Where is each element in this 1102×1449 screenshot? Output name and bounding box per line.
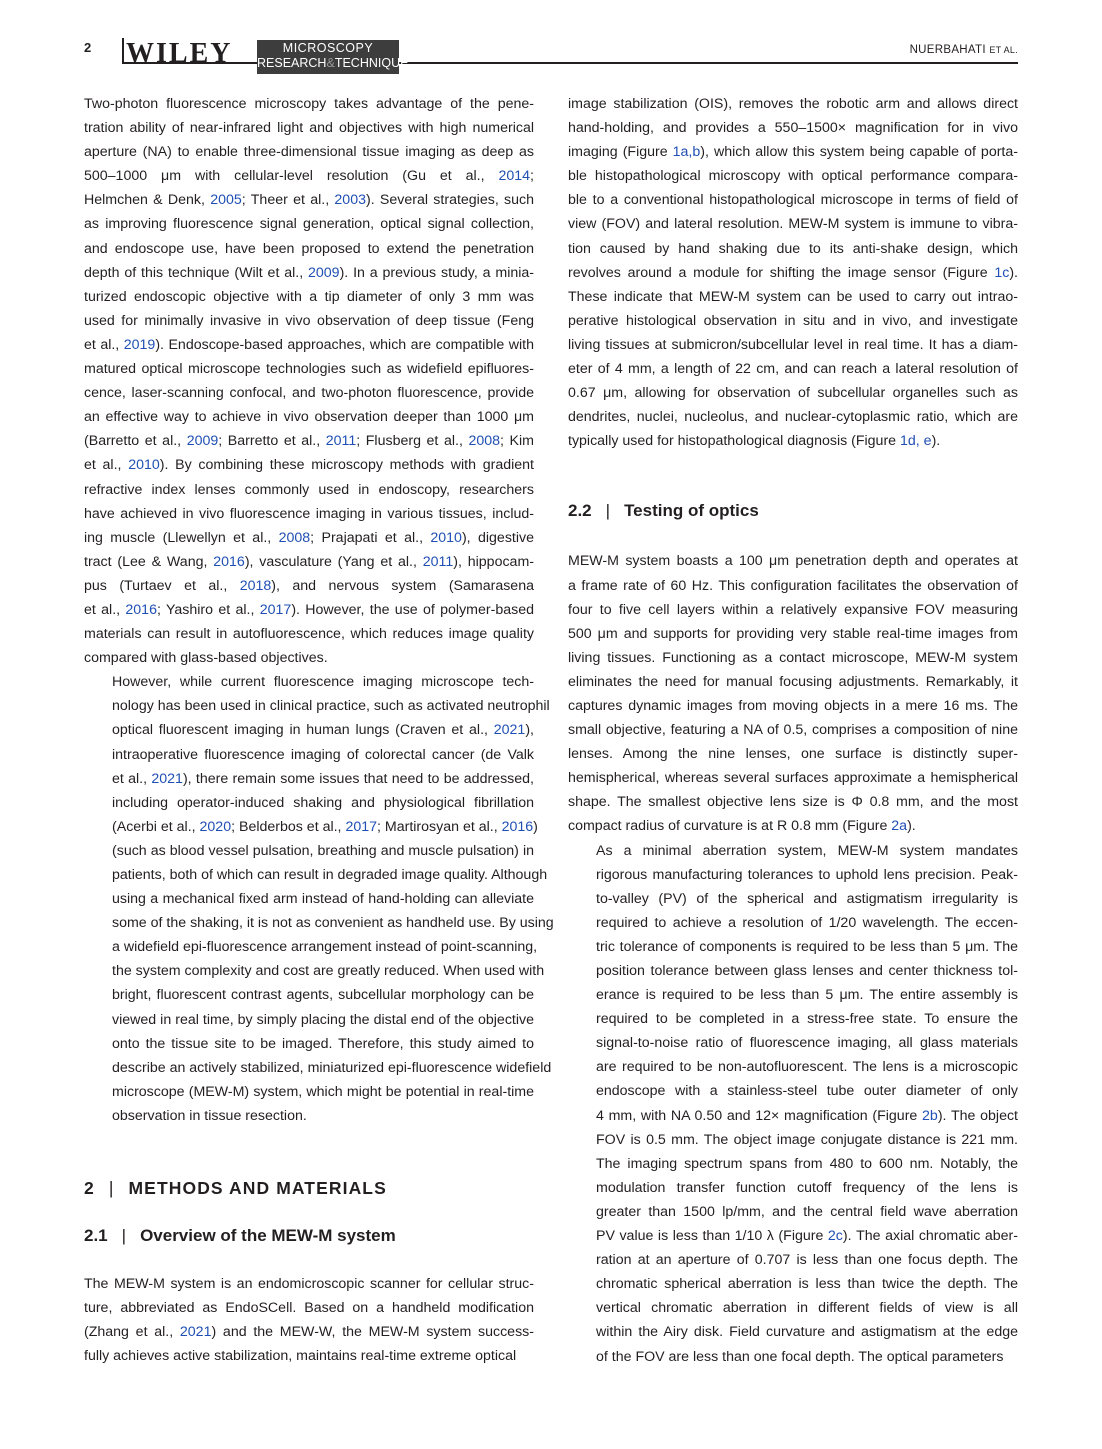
text-line: view (FOV) and lateral resolution. MEW-M system is immune to vibra- — [568, 216, 1018, 233]
text-line: refractive index lenses commonly used in endoscopy, researchers — [84, 481, 534, 498]
text-line: 0.67 μm, allowing for observation of subcellular organelles such as — [568, 385, 1018, 402]
text-line: compared with glass-based objectives. — [84, 650, 328, 667]
wiley-logo: WILEY — [126, 38, 233, 69]
text-line: four to five cell layers within a relatively expansive FOV measuring — [568, 601, 1018, 618]
text-line: turized endoscopic objective with a tip diameter of only 3 mm was — [84, 288, 534, 305]
text-line: MEW-M system boasts a 100 μm penetration depth and operates at — [568, 553, 1018, 570]
text-line: revolves around a module for shifting the image sensor (Figure 1c). — [568, 264, 1018, 281]
text-line: an effective way to achieve in vivo observation deeper than 1000 μm — [84, 409, 534, 426]
text-line: 500 μm and supports for providing very stable real-time images from — [568, 625, 1018, 642]
text-line: greater than 1500 lp/mm, and the central field wave aberration — [596, 1203, 1018, 1220]
text-line: image stabilization (OIS), removes the robotic arm and allows direct — [568, 96, 1018, 112]
text-line: position tolerance between glass lenses and center thickness tol- — [596, 963, 1018, 979]
text-line: using a mechanical fixed arm instead of hand-holding can alleviate — [112, 891, 534, 908]
text-line: erance is required to be less than 5 μm. The entire assembly is — [596, 987, 1018, 1004]
text-line: optical fluorescent imaging in human lungs (Craven et al., 2021), — [112, 722, 534, 739]
text-line: viewed in real time, by simply placing the distal end of the objective — [112, 1011, 534, 1028]
text-line: a frame rate of 60 Hz. This configuration facilitates the observation of — [568, 577, 1018, 594]
paragraph — [568, 839, 1018, 1369]
citation-link[interactable]: 2010 — [430, 529, 462, 546]
right-column — [568, 92, 1018, 1369]
text-line: living tissues. Functioning as a contact microscope, MEW-M system — [568, 649, 1018, 666]
text-line: living tissues at submicron/subcellular level in real time. It has a diam- — [568, 336, 1018, 353]
text-line: within the Airy disk. Field curvature and astigmatism at the edge — [596, 1324, 1018, 1341]
text-line: ration at an aperture of 0.707 is less than one focus depth. The — [596, 1252, 1018, 1269]
citation-link[interactable]: 2019 — [123, 336, 156, 353]
citation-link[interactable]: 2a — [891, 818, 908, 835]
citation-link[interactable]: 2017 — [345, 818, 378, 835]
citation-link[interactable]: 2017 — [259, 601, 292, 618]
text-line: including operator-induced shaking and physiological fibrillation — [112, 794, 534, 811]
subsection-heading: 2.2 | Testing of optics — [568, 501, 759, 521]
text-line: dendrites, nuclei, nucleolus, and nuclear-cytoplasmic ratio, which are — [568, 409, 1018, 426]
text-line: ture, abbreviated as EndoSCell. Based on a handheld modification — [84, 1300, 534, 1317]
paragraph — [568, 92, 1018, 453]
citation-link[interactable]: 2021 — [493, 722, 526, 739]
text-line: some of the shaking, it is not as convenient as handheld use. By using — [112, 915, 554, 932]
text-line: 4 mm, with NA 0.50 and 12× magnification (Figure 2b). The object — [596, 1107, 1018, 1124]
citation-link[interactable]: 2011 — [422, 553, 454, 570]
text-line: hand-holding, and provides a 550–1500× magnification for in vivo — [568, 120, 1018, 137]
page-header — [84, 36, 1018, 76]
text-line: describe an actively stabilized, miniaturized epi-fluorescence widefield — [112, 1059, 552, 1076]
text-line: of the FOV are less than one focal depth. The optical parameters — [596, 1348, 1004, 1365]
text-line: patients, both of which can result in degraded image quality. Although — [112, 867, 548, 883]
text-line: As a minimal aberration system, MEW-M system mandates — [596, 842, 1018, 859]
text-line: intraoperative fluorescence imaging of colorectal cancer (de Valk — [112, 746, 534, 763]
text-line: endoscope with a stainless-steel tube outer diameter of only — [596, 1083, 1018, 1100]
text-line: pus (Turtaev et al., 2018), and nervous system (Samarasena — [84, 577, 534, 594]
citation-link[interactable]: 1a,b — [672, 144, 701, 161]
citation-link[interactable]: 2b — [922, 1107, 938, 1124]
text-line: These indicate that MEW-M system can be used to carry out intrao- — [568, 288, 1018, 305]
text-line: matured optical microscope technologies such as widefield epifluores- — [84, 361, 534, 378]
text-line: perative histological observation in situ and in vivo, and investigate — [568, 312, 1018, 329]
page-number: 2 — [84, 40, 92, 55]
paragraph — [84, 92, 534, 670]
text-line: onto the tissue site to be imaged. Therefore, this study aimed to — [112, 1035, 534, 1052]
text-line: tration ability of near-infrared light and objectives with high numerical — [84, 120, 534, 137]
text-line: materials can result in autofluorescence, which reduces image quality — [84, 626, 534, 643]
text-line: tric tolerance of components is required to be less than 5 μm. The — [596, 938, 1018, 955]
text-line: vertical chromatic aberration in different fields of view is all — [596, 1300, 1018, 1317]
text-line: fully achieves active stabilization, maintains real-time extreme optical — [84, 1348, 517, 1365]
citation-link[interactable]: 2009 — [186, 433, 219, 450]
text-line: aperture (NA) to enable three-dimensional tissue imaging as deep as — [84, 144, 534, 161]
section-heading: 2 | METHODS AND MATERIALS — [84, 1178, 387, 1199]
text-line: bright, fluorescent contrast agents, subcellular morphology can be — [112, 987, 534, 1004]
text-line: PV value is less than 1/10 λ (Figure 2c). The axial chromatic aber- — [596, 1228, 1018, 1245]
text-line: (such as blood vessel pulsation, breathing and muscle pulsation) in — [112, 842, 534, 859]
text-line: used for minimally invasive in vivo observation of deep tissue (Feng — [84, 312, 534, 329]
text-line: observation in tissue resection. — [112, 1107, 307, 1124]
text-line: nology has been used in clinical practice, such as activated neutrophil — [112, 698, 550, 715]
text-line: chromatic spherical aberration is less than twice the depth. The — [596, 1276, 1018, 1293]
citation-link[interactable]: 2014 — [498, 168, 531, 185]
text-line: et al., 2021), there remain some issues that need to be addressed, — [112, 770, 534, 787]
citation-link[interactable]: 2010 — [128, 457, 160, 474]
citation-link[interactable]: 2009 — [308, 264, 340, 281]
text-line: et al., 2016; Yashiro et al., 2017). However, the use of polymer-based — [84, 601, 534, 618]
text-line: compact radius of curvature is at R 0.8 mm (Figure 2a). — [568, 818, 916, 835]
text-line: However, while current fluorescence imaging microscope tech- — [112, 674, 534, 691]
text-line: et al., 2010). By combining these microscopy methods with gradient — [84, 457, 534, 474]
journal-name-line1: MICROSCOPY — [282, 41, 374, 55]
journal-name-line2: RESEARCH&TECHNIQUE — [257, 56, 409, 70]
text-line: imaging (Figure 1a,b), which allow this system being capable of porta- — [568, 144, 1018, 161]
header-bar — [122, 38, 124, 62]
citation-link[interactable]: 2016 — [213, 553, 245, 570]
text-line: required to be completed in a stress-free state. To ensure the — [596, 1011, 1018, 1028]
text-line: lenses. Among the nine lenses, one surface is distinctly super- — [568, 746, 1018, 763]
subsection-heading: 2.1 | Overview of the MEW-M system — [84, 1226, 396, 1246]
text-line: eliminates the need for manual focusing adjustments. Remarkably, it — [568, 673, 1018, 690]
text-line: (Acerbi et al., 2020; Belderbos et al., 2017; Martirosyan et al., 2016) — [112, 818, 538, 835]
citation-link[interactable]: 2011 — [325, 433, 357, 450]
citation-link[interactable]: 2016 — [125, 601, 157, 618]
text-line: required to achieve a resolution of 1/20 wavelength. The eccen- — [596, 914, 1018, 931]
paragraph — [84, 670, 554, 1128]
text-line: 500–1000 μm with cellular-level resolution (Gu et al., 2014; — [84, 168, 534, 185]
text-line: hemispherical, whereas several surfaces approximate a hemispherical — [568, 770, 1018, 787]
text-line: tion caused by hand shaking due to its anti-shake design, which — [568, 240, 1018, 257]
text-line: are required to be non-autofluorescent. The lens is a microscopic — [596, 1059, 1018, 1076]
text-line: eter of 4 mm, a length of 22 cm, and can reach a lateral resolution of — [568, 361, 1018, 378]
text-line: captures dynamic images from moving objects in a mere 16 ms. The — [568, 697, 1018, 714]
citation-link[interactable]: 2016 — [501, 818, 534, 835]
text-line: small objective, featuring a NA of 0.5, comprises a composition of nine — [568, 722, 1018, 739]
text-line: Two-photon fluorescence microscopy takes advantage of the pene- — [84, 96, 534, 112]
text-line: modulation transfer function cutoff frequency of the lens is — [596, 1179, 1018, 1196]
text-line: (Zhang et al., 2021) and the MEW-W, the MEW-M system success- — [84, 1324, 534, 1341]
citation-link[interactable]: 2021 — [179, 1324, 212, 1341]
text-line: tract (Lee & Wang, 2016), vasculature (Yang et al., 2011), hippocam- — [84, 553, 534, 570]
text-line: have achieved in vivo fluorescence imaging in various tissues, includ- — [84, 505, 534, 522]
text-line: ble histopathological microscopy with optical performance compara- — [568, 168, 1018, 185]
text-line: cence, laser-scanning confocal, and two-photon fluorescence, provide — [84, 385, 534, 402]
text-line: depth of this technique (Wilt et al., 2009). In a previous study, a minia- — [84, 264, 535, 281]
paragraph — [84, 1272, 534, 1368]
text-line: signal-to-noise ratio of fluorescence imaging, all glass materials — [596, 1035, 1018, 1052]
text-line: microscope (MEW-M) system, which might be potential in real-time — [112, 1083, 534, 1100]
citation-link[interactable]: 1c — [994, 264, 1010, 281]
citation-link[interactable]: 2005 — [210, 192, 242, 209]
citation-link[interactable]: 1d, e — [900, 433, 932, 450]
text-line: typically used for histopathological diagnosis (Figure 1d, e). — [568, 433, 941, 450]
citation-link[interactable]: 2021 — [151, 770, 183, 787]
citation-link[interactable]: 2008 — [278, 529, 311, 546]
journal-logo — [257, 40, 409, 74]
paragraph — [568, 549, 1018, 838]
text-line: the system complexity and cost are greatly reduced. When used with — [112, 963, 545, 980]
text-line: ing muscle (Llewellyn et al., 2008; Prajapati et al., 2010), digestive — [84, 529, 534, 546]
text-line: a widefield epi-fluorescence arrangement instead of point-scanning, — [112, 939, 538, 956]
text-line: The imaging spectrum spans from 480 to 600 nm. Notably, the — [596, 1155, 1018, 1172]
text-line: ble to a conventional histopathological microscope in terms of field of — [568, 192, 1018, 209]
text-line: (Barretto et al., 2009; Barretto et al., 2011; Flusberg et al., 2008; Kim — [84, 433, 534, 450]
text-line: Helmchen & Denk, 2005; Theer et al., 2003). Several strategies, such — [84, 192, 535, 209]
citation-link[interactable]: 2008 — [468, 433, 501, 450]
text-line: rigorous manufacturing tolerances to uphold lens precision. Peak- — [596, 866, 1018, 883]
text-line: and endoscope use, have been proposed to extend the penetration — [84, 240, 534, 257]
running-head: NUERBAHATI ET AL. — [909, 44, 1018, 56]
text-line: to-valley (PV) of the spherical and astigmatism irregularity is — [596, 890, 1018, 907]
text-line: FOV is 0.5 mm. The object image conjugate distance is 221 mm. — [596, 1131, 1018, 1148]
citation-link[interactable]: 2003 — [334, 192, 366, 209]
citation-link[interactable]: 2c — [827, 1228, 843, 1245]
text-line: shape. The smallest objective lens size is Φ 0.8 mm, and the most — [568, 794, 1018, 811]
citation-link[interactable]: 2018 — [239, 577, 272, 594]
text-line: et al., 2019). Endoscope-based approaches, which are compatible with — [84, 336, 534, 353]
citation-link[interactable]: 2020 — [199, 818, 232, 835]
text-line: The MEW-M system is an endomicroscopic scanner for cellular struc- — [84, 1276, 534, 1293]
text-line: as improving fluorescence signal generation, optical signal collection, — [84, 216, 534, 233]
left-column — [84, 92, 554, 1368]
